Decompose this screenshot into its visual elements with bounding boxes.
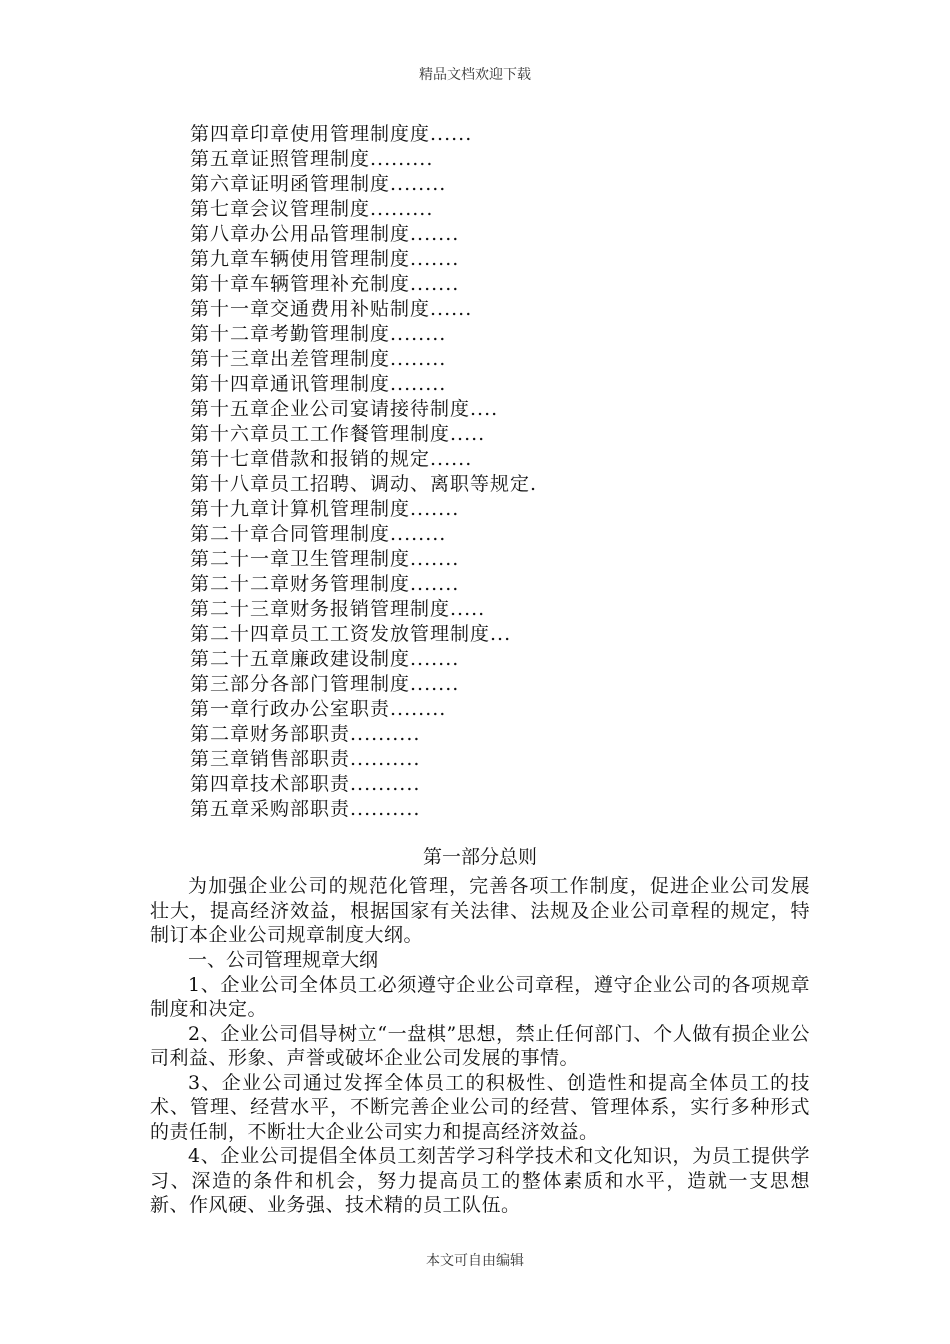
toc-item: 第十四章通讯管理制度........ xyxy=(190,373,447,395)
toc-item: 第二十一章卫生管理制度....... xyxy=(190,548,460,570)
toc-item: 第十一章交通费用补贴制度...... xyxy=(190,298,473,320)
toc-item: 第二十五章廉政建设制度....... xyxy=(190,648,460,670)
toc-item: 第二十二章财务管理制度....... xyxy=(190,573,460,595)
toc-item: 第十八章员工招聘、调动、离职等规定. xyxy=(190,473,538,495)
table-of-contents xyxy=(190,122,537,822)
toc-item: 第十二章考勤管理制度........ xyxy=(190,323,447,345)
rule-paragraph: 3、企业公司通过发挥全体员工的积极性、创造性和提高全体员工的技术、管理、经营水平，不断完善企业公司的经营、管理体系，实行多种形式的责任制，不断壮大企业公司实力和提高经济效益。 xyxy=(150,1071,810,1143)
page-footer: 本文可自由编辑 xyxy=(426,1253,524,1269)
toc-item: 第十五章企业公司宴请接待制度.... xyxy=(190,398,499,420)
main-content xyxy=(150,842,810,1218)
toc-item: 第四章印章使用管理制度度...... xyxy=(190,123,473,145)
toc-item: 第五章采购部职责.......... xyxy=(190,798,421,820)
toc-item: 第二十章合同管理制度........ xyxy=(190,523,447,545)
toc-item: 第二十四章员工工资发放管理制度... xyxy=(190,623,512,645)
rule-paragraph: 2、企业公司倡导树立“一盘棋”思想，禁止任何部门、个人做有损企业公司利益、形象、声誉或破坏企业公司发展的事情。 xyxy=(150,1022,810,1069)
toc-item: 第十三章出差管理制度........ xyxy=(190,348,447,370)
toc-item: 第十九章计算机管理制度....... xyxy=(190,498,460,520)
rule-paragraph: 4、企业公司提倡全体员工刻苦学习科学技术和文化知识，为员工提供学习、深造的条件和机会，努力提高员工的整体素质和水平，造就一支思想新、作风硬、业务强、技术精的员工队伍。 xyxy=(150,1145,810,1216)
toc-item: 第九章车辆使用管理制度....... xyxy=(190,248,460,270)
toc-item: 第三章销售部职责.......... xyxy=(190,748,421,770)
toc-item: 第十六章员工工作餐管理制度..... xyxy=(190,423,486,445)
toc-item: 第二章财务部职责.......... xyxy=(190,723,421,745)
toc-item: 第七章会议管理制度......... xyxy=(190,198,434,220)
toc-item: 第一章行政办公室职责........ xyxy=(190,698,447,720)
toc-item: 第六章证明函管理制度........ xyxy=(190,173,447,195)
subheading: 一、公司管理规章大纲 xyxy=(188,948,379,971)
rule-paragraph: 1、企业公司全体员工必须遵守企业公司章程，遵守企业公司的各项规章制度和决定。 xyxy=(150,973,810,1020)
page-header: 精品文档欢迎下载 xyxy=(419,67,531,83)
intro-paragraph: 为加强企业公司的规范化管理，完善各项工作制度，促进企业公司发展壮大，提高经济效益，根据国家有关法律、法规及企业公司章程的规定，特制订本企业公司规章制度大纲。 xyxy=(150,875,810,946)
toc-item: 第五章证照管理制度......... xyxy=(190,148,434,170)
toc-item: 第十七章借款和报销的规定...... xyxy=(190,448,473,470)
toc-item: 第八章办公用品管理制度....... xyxy=(190,223,460,245)
toc-item: 第四章技术部职责.......... xyxy=(190,773,421,795)
toc-item: 第三部分各部门管理制度....... xyxy=(190,673,460,695)
toc-item: 第二十三章财务报销管理制度..... xyxy=(190,598,486,620)
toc-item: 第十章车辆管理补充制度....... xyxy=(190,273,460,295)
section-title: 第一部分总则 xyxy=(422,846,537,868)
